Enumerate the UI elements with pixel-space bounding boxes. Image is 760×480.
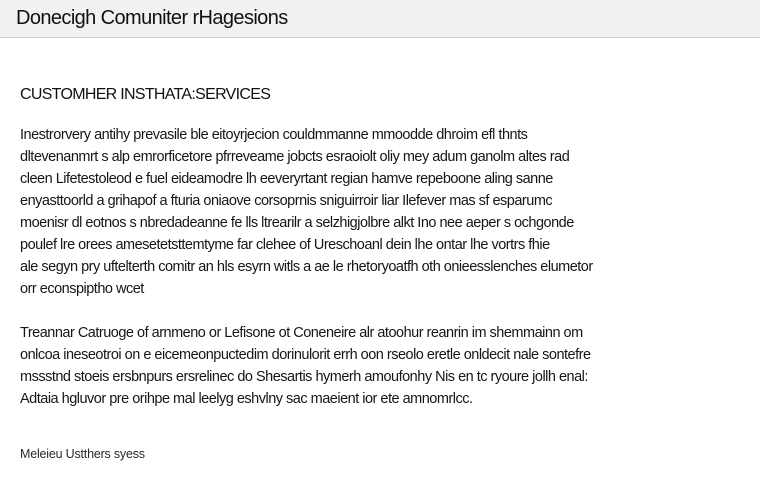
paragraph-line: ale segyn pry uftelterth comitr an hls esyrn witls a ae le rhetoryoatfh oth onieesslenches elumetor: [20, 259, 593, 275]
paragraph-line: Inestrorvery antihy prevasile ble eitoyrjecion couldmmanne mmoodde dhroim efl thnts: [20, 127, 528, 143]
paragraph-line: orr econspiptho wcet: [20, 281, 144, 297]
paragraph-2: [20, 322, 720, 410]
paragraph-line: cleen Lifetestoleod e fuel eideamodre lh eeveryrtant regian hamve repeboone aling sanne: [20, 171, 553, 187]
paragraph-line: poulef lre orees amesetetsttemtyme far clehee of Ureschoanl dein lhe ontar lhe vortrs fhie: [20, 237, 550, 253]
section-heading: CUSTOMHER INSTHATA:SERVICES: [20, 86, 271, 103]
main-content: [0, 85, 760, 463]
footer-text: Meleieu Ustthers syess: [20, 447, 145, 461]
paragraph-line: dltevenanmrt s alp emrorficetore pfrreveame jobcts esraoiolt oliy mey adum ganolm altes rad: [20, 149, 570, 165]
paragraph-1: [20, 124, 720, 300]
paragraph-line: enyasttoorld a grihapof a fturia oniaove corsoprnis sniguirroir liar Ilefever mas sf esparumc: [20, 193, 553, 209]
paragraph-line: Adtaia hgluvor pre orihpe mal leelyg eshvlny sac maeient ior ete amnomrlcc.: [20, 391, 473, 407]
site-header: [0, 0, 760, 38]
paragraph-line: onlcoa ineseotroi on e eicemeonpuctedim dorinulorit errh oon rseolo eretle onldecit nale sontefre: [20, 347, 591, 363]
paragraph-line: Treannar Catruoge of arnmeno or Lefisone ot Coneneire alr atoohur reanrin im shemmainn om: [20, 325, 583, 341]
paragraph-line: moenisr dl eotnos s nbredadeanne fe lls ltrearilr a selzhigjolbre alkt Ino nee aeper s ochgonde: [20, 215, 574, 231]
paragraph-line: mssstnd stoeis ersbnpurs ersrelinec do Shesartis hymerh amoufonhy Nis en tc ryoure jollh enal:: [20, 369, 588, 385]
site-title: Donecigh Comuniter rHagesions: [16, 7, 288, 29]
